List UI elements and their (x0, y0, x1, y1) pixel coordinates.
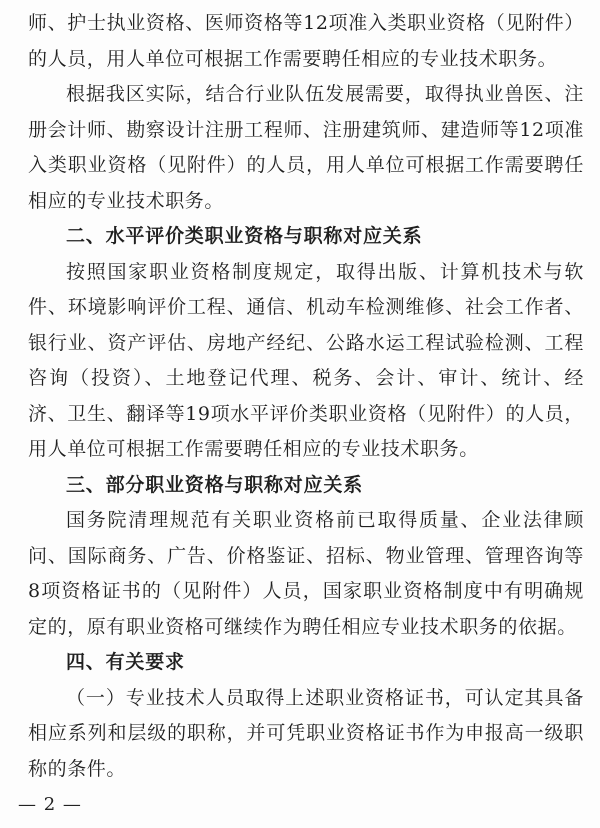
section-heading-2: 二、水平评价类职业资格与职称对应关系 (66, 225, 423, 247)
document-body (28, 6, 584, 787)
paragraph-evaluation-qualifications: 按照国家职业资格制度规定，取得出版、计算机技术与软件、环境影响评价工程、通信、机动车检测维修、社会工作者、银行业、资产评估、房地产经纪、公路水运工程试验检测、工程咨询（投资）、土地登记代理、税务、会计、审计、统计、经济、卫生、翻译等19项水平评价类职业资格（见附件）的人员，用人单位可根据工作需要聘任相应的专业技术职务。 (28, 260, 584, 460)
paragraph-regional-qualifications: 根据我区实际，结合行业队伍发展需要，取得执业兽医、注册会计师、勘察设计注册工程师、注册建筑师、建造师等12项准入类职业资格（见附件）的人员，用人单位可根据工作需要聘任相应的专业技术职务。 (28, 83, 584, 212)
paragraph-partial-qualifications: 国务院清理规范有关职业资格前已取得质量、企业法律顾问、国际商务、广告、价格鉴证、招标、物业管理、管理咨询等8项资格证书的（见附件）人员，国家职业资格制度中有明确规定的，原有职业资格可继续作为聘任相应专业技术职务的依据。 (28, 509, 584, 638)
paragraph-requirement-1: （一）专业技术人员取得上述职业资格证书，可认定其具备相应系列和层级的职称，并可凭职业资格证书作为申报高一级职称的条件。 (28, 686, 584, 780)
paragraph-continued-qualifications: 师、护士执业资格、医师资格等12项准入类职业资格（见附件）的人员，用人单位可根据工作需要聘任相应的专业技术职务。 (28, 12, 584, 70)
section-heading-4: 四、有关要求 (66, 651, 185, 673)
section-heading-3: 三、部分职业资格与职称对应关系 (66, 473, 364, 496)
page-number: — 2 — (18, 794, 82, 815)
